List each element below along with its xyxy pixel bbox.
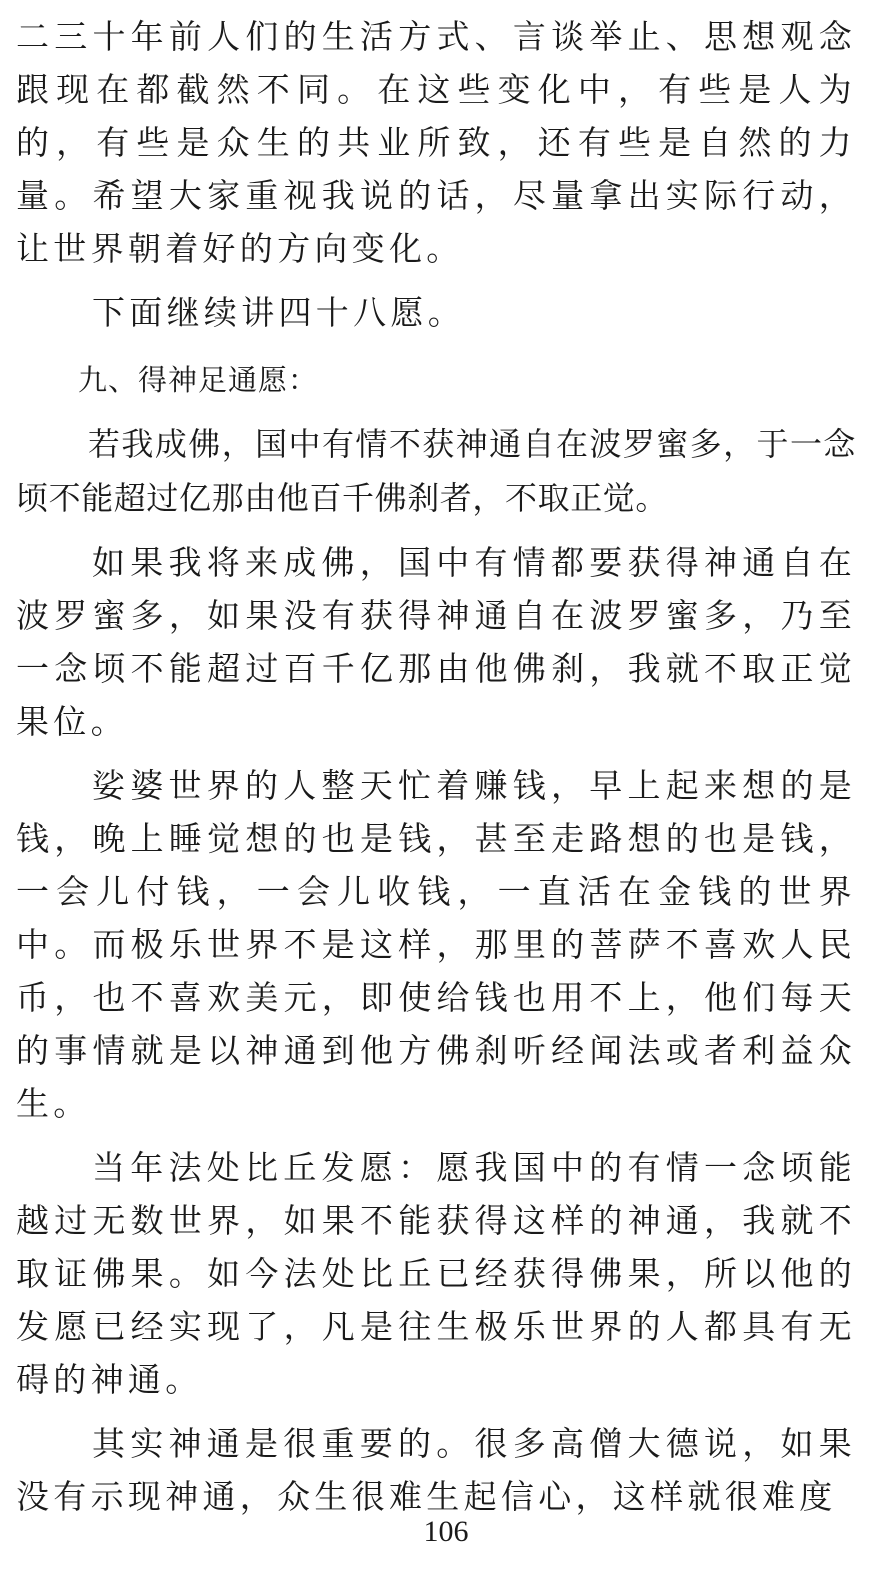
- paragraph-6: 其实神通是很重要的。很多高僧大德说，如果没有示现神通，众生很难生起信心，这样就很难度: [16, 1424, 856, 1516]
- page-number: 106: [423, 1515, 469, 1548]
- paragraph-1: 二三十年前人们的生活方式、言谈举止、思想观念跟现在都截然不同。在这些变化中，有些是人为的，有些是众生的共业所致，还有些是自然的力量。希望大家重视我说的话，尽量拿出实际行动，让世界朝着好的方向变化。: [16, 17, 856, 268]
- vow-text: 若我成佛，国中有情不获神通自在波罗蜜多，于一念顷不能超过亿那由他百千佛刹者，不取正觉。: [16, 425, 856, 517]
- paragraph-4: 娑婆世界的人整天忙着赚钱，早上起来想的是钱，晚上睡觉想的也是钱，甚至走路想的也是钱，一会儿付钱，一会儿收钱，一直活在金钱的世界中。而极乐世界不是这样，那里的菩萨不喜欢人民币，也不喜欢美元，即使给钱也用不上，他们每天的事情就是以神通到他方佛刹听经闻法或者利益众生。: [16, 766, 856, 1123]
- document-page: [16, 10, 856, 1534]
- paragraph-5: 当年法处比丘发愿：愿我国中的有情一念顷能越过无数世界，如果不能获得这样的神通，我就不取证佛果。如今法处比丘已经获得佛果，所以他的发愿已经实现了，凡是往生极乐世界的人都具有无碍的神通。: [16, 1148, 856, 1399]
- paragraph-2: 下面继续讲四十八愿。: [92, 293, 465, 332]
- paragraph-3: 如果我将来成佛，国中有情都要获得神通自在波罗蜜多，如果没有获得神通自在波罗蜜多，乃至一念顷不能超过百千亿那由他佛刹，我就不取正觉果位。: [16, 543, 856, 741]
- section-heading: 九、得神足通愿：: [78, 363, 319, 397]
